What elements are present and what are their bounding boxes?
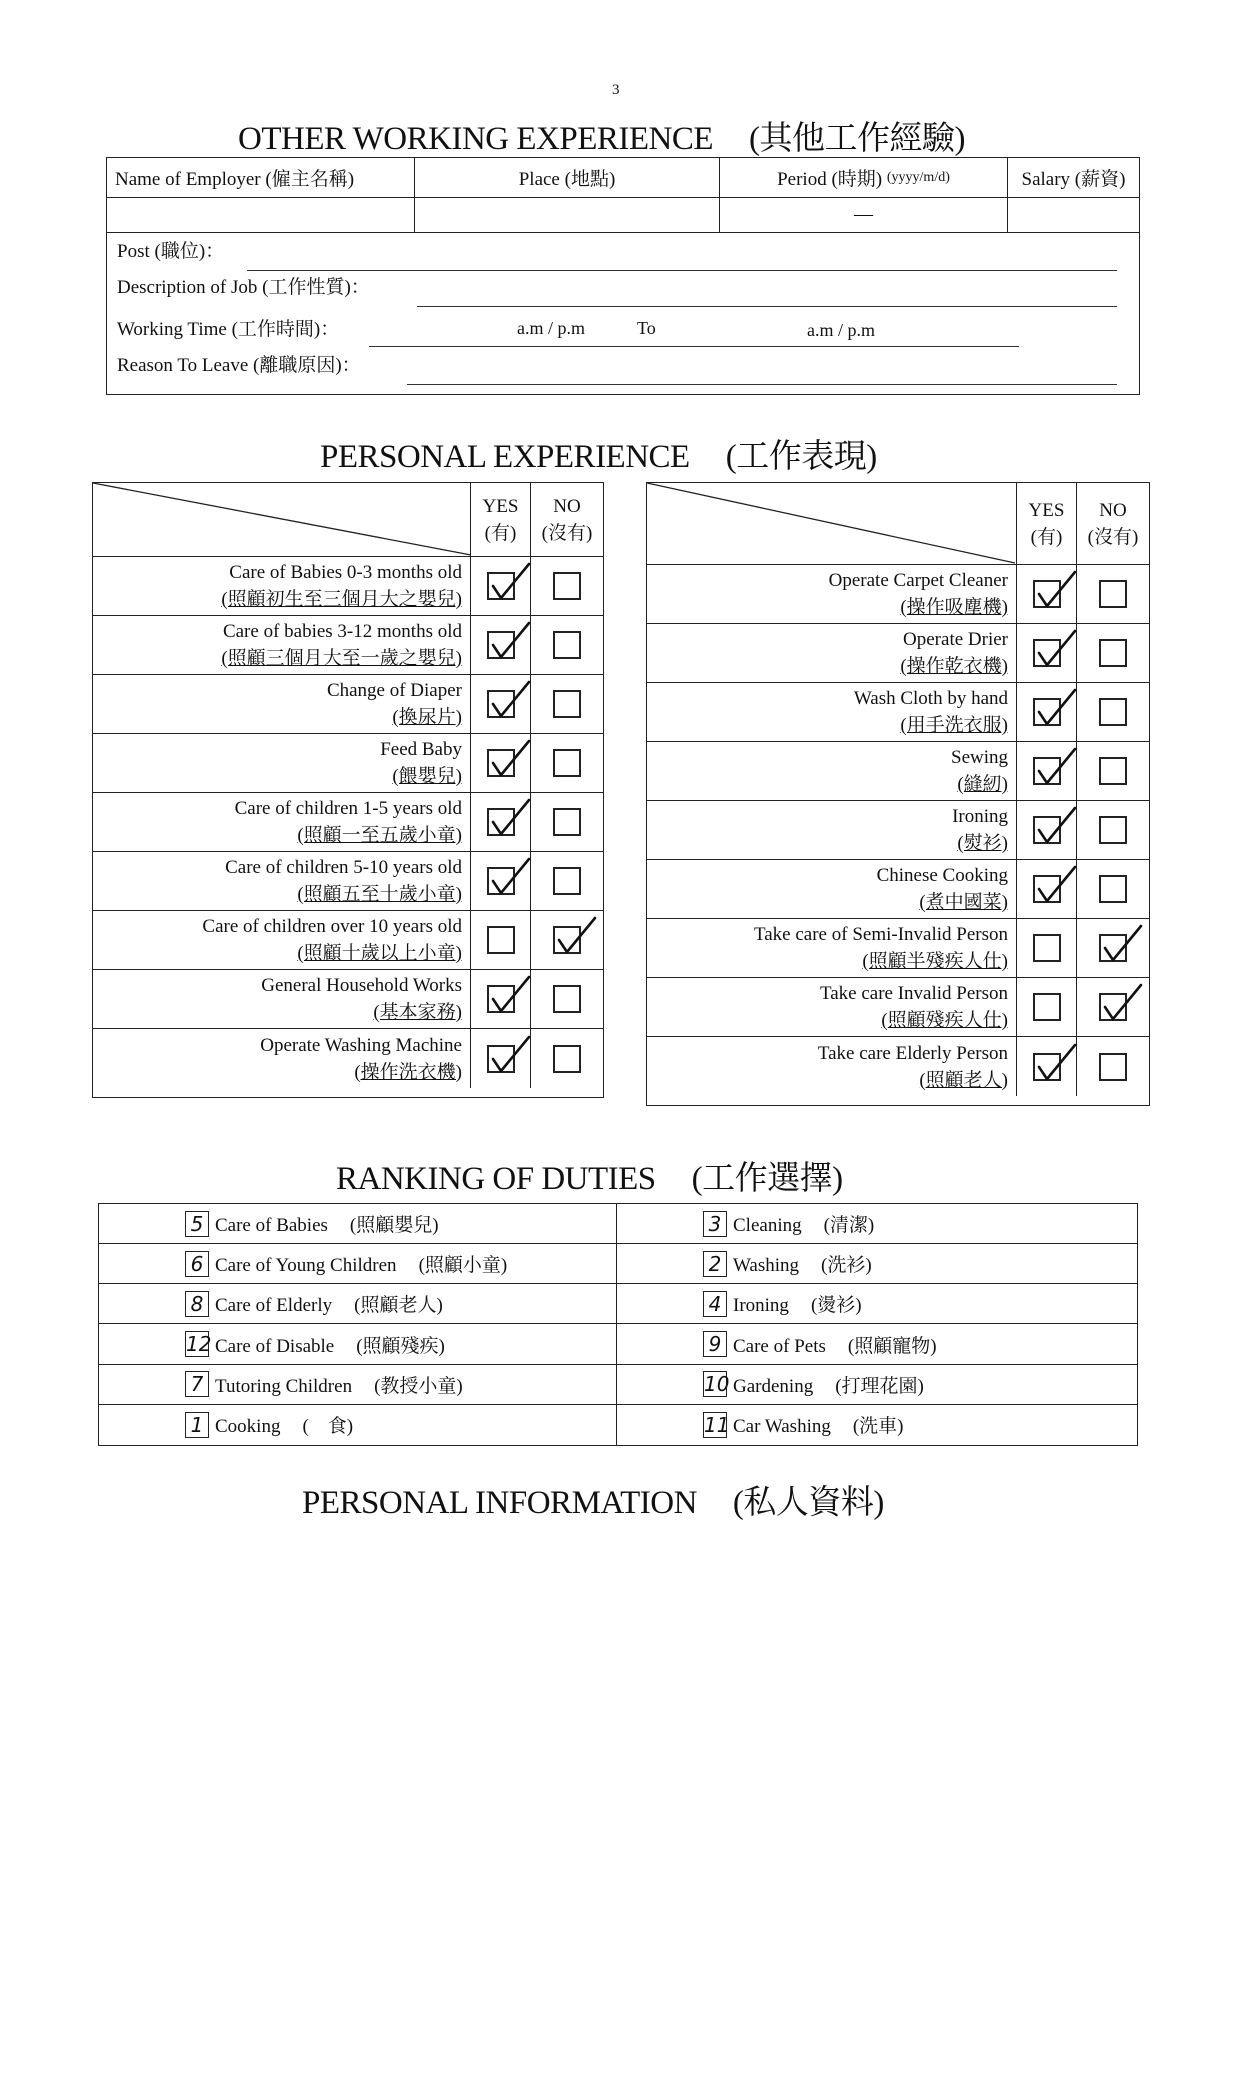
experience-label-zh: (照顧老人)	[919, 1069, 1008, 1091]
no-label: NO	[553, 495, 581, 517]
ranking-row	[617, 1405, 1137, 1445]
no-cell	[531, 793, 603, 851]
personal-information-heading	[302, 1476, 884, 1523]
no-checkbox[interactable]	[1099, 993, 1127, 1021]
other-working-experience-table	[106, 157, 1140, 395]
yes-cell	[1017, 860, 1077, 918]
experience-row	[93, 557, 603, 616]
duty-label	[733, 1290, 862, 1317]
check-mark-icon	[1033, 745, 1079, 789]
no-label-zh: (沒有)	[541, 522, 593, 544]
ampm-end: a.m / p.m	[807, 320, 875, 340]
no-checkbox[interactable]	[1099, 1053, 1127, 1081]
heading-text-zh: (私人資料)	[732, 1485, 884, 1521]
check-mark-icon	[1033, 627, 1079, 671]
heading-text-en: PERSONAL INFORMATION	[302, 1485, 697, 1521]
duty-label-zh: (照顧小童)	[418, 1255, 508, 1277]
experience-row	[647, 860, 1149, 919]
yes-checkbox[interactable]	[487, 690, 515, 718]
experience-label-zh: (操作洗衣機)	[354, 1061, 462, 1083]
rank-number-box[interactable]: 8	[185, 1291, 209, 1317]
rank-number-box[interactable]: 2	[703, 1251, 727, 1277]
yes-checkbox[interactable]	[1033, 816, 1061, 844]
no-cell	[1077, 565, 1149, 623]
salary-column-header: Salary (薪資)	[1021, 169, 1126, 190]
experience-label-en: Sewing	[951, 747, 1008, 768]
experience-row	[93, 970, 603, 1029]
rank-number-box[interactable]: 11	[704, 1412, 730, 1437]
ranking-row	[99, 1365, 616, 1405]
no-cell	[531, 1029, 603, 1088]
no-checkbox[interactable]	[553, 749, 581, 777]
experience-label-zh: (基本家務)	[373, 1002, 462, 1023]
yes-checkbox[interactable]	[1033, 934, 1061, 962]
no-column-header	[1077, 483, 1149, 564]
ranking-row	[99, 1324, 616, 1364]
duty-label-en: Care of Elderly	[215, 1295, 333, 1317]
yes-cell	[1017, 1037, 1077, 1096]
experience-label-zh: (照顧初生至三個月大之嬰兒)	[221, 589, 462, 610]
experience-row	[647, 683, 1149, 742]
experience-label	[647, 978, 1017, 1036]
no-cell	[531, 852, 603, 910]
ranking-row	[617, 1365, 1137, 1405]
period-format: (yyyy/m/d)	[886, 169, 950, 185]
experience-label-zh: (照顧十歲以上小童)	[297, 943, 462, 964]
rank-number-box[interactable]: 1	[185, 1412, 209, 1438]
ranking-row	[617, 1244, 1137, 1284]
duty-label-zh: (照顧嬰兒)	[349, 1215, 439, 1237]
duty-label-zh: (照顧老人)	[354, 1295, 443, 1317]
duty-label-zh: (照顧殘疾)	[356, 1335, 445, 1357]
experience-row	[93, 911, 603, 970]
yes-column-header	[1017, 483, 1077, 564]
yes-label: YES	[482, 495, 519, 517]
no-checkbox[interactable]	[553, 808, 581, 836]
ranking-row	[99, 1244, 616, 1284]
experience-label	[647, 860, 1017, 918]
duty-label	[215, 1331, 445, 1358]
experience-label-zh: (照顧殘疾人仕)	[881, 1010, 1008, 1031]
duty-label-en: Cleaning	[733, 1215, 802, 1237]
yes-checkbox[interactable]	[1033, 580, 1061, 608]
duty-label-zh: (清潔)	[823, 1215, 875, 1237]
check-mark-icon	[1033, 804, 1079, 848]
ranking-row	[99, 1204, 616, 1244]
reason-label: Reason To Leave (離職原因)：	[117, 355, 361, 376]
place-column-header: Place (地點)	[415, 158, 720, 197]
check-mark-icon	[1099, 981, 1145, 1025]
no-checkbox[interactable]	[553, 867, 581, 895]
heading-text-en: RANKING OF DUTIES	[336, 1161, 656, 1197]
no-cell	[1077, 801, 1149, 859]
experience-label-en: Care of children 5-10 years old	[225, 857, 462, 878]
experience-row	[93, 1029, 603, 1088]
experience-label	[93, 675, 471, 733]
experience-label-en: Chinese Cooking	[876, 865, 1008, 886]
experience-label	[93, 970, 471, 1028]
check-mark-icon	[487, 855, 533, 899]
place-field[interactable]	[415, 198, 720, 232]
duty-label-en: Ironing	[733, 1295, 789, 1317]
experience-label-zh: (縫紉)	[957, 774, 1008, 795]
heading-text-zh: (工作選擇)	[691, 1161, 843, 1197]
duty-label-en: Cooking	[215, 1416, 281, 1438]
experience-label-en: Care of children over 10 years old	[202, 916, 462, 937]
experience-label-zh: (照顧三個月大至一歲之嬰兒)	[221, 648, 462, 669]
rank-number-box[interactable]: 4	[703, 1291, 727, 1317]
experience-row	[647, 624, 1149, 683]
experience-label-zh: (餵嬰兒)	[392, 766, 462, 787]
ranking-row	[99, 1284, 616, 1324]
experience-label	[93, 557, 471, 615]
experience-label-zh: (操作乾衣機)	[900, 656, 1008, 677]
check-mark-icon	[487, 737, 533, 781]
experience-label	[93, 734, 471, 792]
experience-label-en: Operate Washing Machine	[260, 1034, 462, 1056]
experience-label	[647, 919, 1017, 977]
experience-row	[93, 675, 603, 734]
no-checkbox[interactable]	[1099, 934, 1127, 962]
ranking-row	[99, 1405, 616, 1445]
yes-checkbox[interactable]	[487, 926, 515, 954]
experience-label	[647, 565, 1017, 623]
heading-text-zh: (工作表現)	[725, 439, 877, 475]
experience-label-en: Change of Diaper	[326, 680, 462, 701]
yes-cell	[1017, 565, 1077, 623]
check-mark-icon	[1099, 922, 1145, 966]
duty-label	[733, 1210, 874, 1237]
no-column-header	[531, 483, 603, 556]
no-checkbox[interactable]	[1099, 698, 1127, 726]
experience-label-en: Take care Invalid Person	[819, 983, 1008, 1004]
duty-label-en: Care of Pets	[733, 1335, 826, 1357]
ranking-row	[617, 1324, 1137, 1364]
duty-label-en: Care of Disable	[215, 1335, 335, 1357]
duty-label-zh: ( 食)	[302, 1416, 354, 1438]
ranking-of-duties-heading	[336, 1152, 843, 1199]
yes-cell	[471, 793, 531, 851]
post-field[interactable]	[247, 270, 1117, 271]
ranking-row	[617, 1284, 1137, 1324]
experience-label-en: Care of Babies 0-3 months old	[229, 562, 462, 583]
duty-label-zh: (照顧寵物)	[847, 1335, 937, 1357]
ranking-row	[617, 1204, 1137, 1244]
duty-label-en: Care of Young Children	[215, 1255, 397, 1277]
no-cell	[531, 734, 603, 792]
experience-label	[93, 793, 471, 851]
rank-number-box[interactable]: 3	[703, 1211, 727, 1237]
yes-cell	[471, 616, 531, 674]
experience-row	[647, 565, 1149, 624]
working-time-label: Working Time (工作時間)：	[117, 319, 340, 340]
duty-label-zh: (打理花園)	[835, 1375, 924, 1397]
yes-cell	[471, 734, 531, 792]
yes-cell	[471, 911, 531, 969]
yes-column-header	[471, 483, 531, 556]
experience-row	[93, 734, 603, 793]
no-checkbox[interactable]	[1099, 580, 1127, 608]
yes-checkbox[interactable]	[1033, 1053, 1061, 1081]
experience-label	[93, 852, 471, 910]
experience-label-en: Care of babies 3-12 months old	[222, 621, 462, 642]
experience-label-en: Care of children 1-5 years old	[234, 798, 462, 819]
description-label: Description of Job (工作性質)：	[117, 277, 370, 298]
check-mark-icon	[487, 1033, 533, 1077]
duty-label	[733, 1250, 872, 1277]
yes-checkbox[interactable]	[1033, 698, 1061, 726]
heading-text-zh: (其他工作經驗)	[749, 121, 966, 157]
no-cell	[1077, 683, 1149, 741]
experience-label	[647, 801, 1017, 859]
experience-label	[93, 616, 471, 674]
no-cell	[531, 911, 603, 969]
experience-label-en: Operate Carpet Cleaner	[828, 570, 1008, 591]
duty-label	[733, 1371, 924, 1398]
no-cell	[531, 675, 603, 733]
yes-cell	[471, 557, 531, 615]
duty-label-en: Tutoring Children	[215, 1375, 353, 1397]
no-checkbox[interactable]	[553, 926, 581, 954]
duty-label-en: Car Washing	[733, 1416, 831, 1438]
yes-cell	[1017, 742, 1077, 800]
experience-label-en: Feed Baby	[380, 739, 462, 760]
duty-label	[215, 1371, 463, 1398]
experience-label	[647, 742, 1017, 800]
no-cell	[1077, 624, 1149, 682]
yes-cell	[471, 970, 531, 1028]
other-working-experience-heading	[238, 112, 965, 159]
experience-row	[647, 801, 1149, 860]
no-checkbox[interactable]	[553, 631, 581, 659]
experience-label-en: General Household Works	[261, 975, 462, 996]
ranking-right-column	[617, 1204, 1137, 1445]
period-column-header	[720, 158, 1008, 197]
table-header-row	[107, 158, 1139, 198]
experience-row	[647, 1037, 1149, 1096]
duty-label-en: Gardening	[733, 1375, 814, 1397]
check-mark-icon	[1033, 686, 1079, 730]
duty-label-en: Care of Babies	[215, 1215, 328, 1237]
yes-checkbox[interactable]	[487, 808, 515, 836]
working-time-field[interactable]	[369, 346, 1019, 347]
yes-checkbox[interactable]	[487, 867, 515, 895]
experience-label-zh: (換尿片)	[392, 707, 462, 728]
to-label: To	[637, 318, 656, 338]
duty-label-en: Washing	[733, 1255, 800, 1277]
employer-column-header: Name of Employer (僱主名稱)	[107, 158, 415, 197]
yes-checkbox[interactable]	[1033, 875, 1061, 903]
salary-field[interactable]	[1008, 198, 1139, 232]
ranking-of-duties-table	[98, 1203, 1138, 1446]
ranking-left-column	[99, 1204, 617, 1445]
rank-number-box[interactable]: 7	[185, 1371, 209, 1397]
no-cell	[1077, 1037, 1149, 1096]
header-diagonal	[93, 483, 473, 557]
experience-label-en: Ironing	[952, 806, 1008, 827]
employer-field[interactable]	[107, 198, 415, 232]
experience-row	[93, 852, 603, 911]
duty-label	[215, 1290, 443, 1317]
yes-cell	[471, 675, 531, 733]
page-number: 3	[612, 82, 620, 98]
no-checkbox[interactable]	[553, 1045, 581, 1073]
no-label: NO	[1099, 499, 1127, 521]
no-cell	[531, 616, 603, 674]
yes-cell	[471, 1029, 531, 1088]
experience-row	[647, 919, 1149, 978]
no-checkbox[interactable]	[553, 985, 581, 1013]
yes-checkbox[interactable]	[487, 631, 515, 659]
experience-row	[93, 616, 603, 675]
duty-label	[215, 1250, 507, 1277]
yes-checkbox[interactable]	[487, 985, 515, 1013]
period-label: Period (時期)	[777, 169, 883, 190]
yes-cell	[1017, 919, 1077, 977]
check-mark-icon	[487, 973, 533, 1017]
yes-cell	[1017, 683, 1077, 741]
yes-label-zh: (有)	[1030, 526, 1063, 548]
no-checkbox[interactable]	[1099, 875, 1127, 903]
heading-text-en: PERSONAL EXPERIENCE	[320, 439, 690, 475]
duty-label-zh: (洗衫)	[821, 1255, 872, 1277]
experience-label	[93, 911, 471, 969]
experience-label-zh: (照顧五至十歲小童)	[297, 884, 462, 905]
personal-experience-left-table	[92, 482, 604, 1098]
experience-label-en: Operate Drier	[903, 629, 1008, 650]
yes-cell	[471, 852, 531, 910]
check-mark-icon	[553, 914, 599, 958]
yes-checkbox[interactable]	[487, 1045, 515, 1073]
rank-number-box[interactable]: 12	[186, 1332, 212, 1357]
period-field[interactable]: —	[720, 198, 1008, 232]
check-mark-icon	[1033, 568, 1079, 612]
header-diagonal	[647, 483, 1017, 565]
personal-experience-right-table	[646, 482, 1150, 1106]
yes-cell	[1017, 624, 1077, 682]
no-cell	[1077, 860, 1149, 918]
experience-label	[93, 1029, 471, 1088]
rank-number-box[interactable]: 5	[185, 1211, 209, 1237]
duty-label	[733, 1411, 904, 1438]
check-mark-icon	[1033, 863, 1079, 907]
no-cell	[1077, 742, 1149, 800]
no-cell	[531, 970, 603, 1028]
duty-label-zh: (洗車)	[852, 1416, 904, 1438]
experience-label-zh: (操作吸塵機)	[900, 597, 1008, 618]
yes-cell	[1017, 978, 1077, 1036]
check-mark-icon	[487, 619, 533, 663]
no-label-zh: (沒有)	[1087, 526, 1139, 548]
experience-label-en: Take care of Semi-Invalid Person	[753, 924, 1008, 945]
duty-label-zh: (教授小童)	[374, 1375, 463, 1397]
experience-label-zh: (用手洗衣服)	[900, 715, 1008, 736]
duty-label	[733, 1331, 937, 1358]
no-cell	[531, 557, 603, 615]
experience-row	[93, 793, 603, 852]
check-mark-icon	[1033, 1041, 1079, 1085]
duty-label	[215, 1210, 439, 1237]
heading-text-en: OTHER WORKING EXPERIENCE	[238, 121, 714, 157]
yes-label: YES	[1028, 499, 1065, 521]
check-mark-icon	[487, 678, 533, 722]
experience-label	[647, 1037, 1017, 1096]
experience-label	[647, 624, 1017, 682]
rank-number-box[interactable]: 6	[185, 1251, 209, 1277]
yes-cell	[1017, 801, 1077, 859]
yes-checkbox[interactable]	[487, 572, 515, 600]
experience-label-zh: (照顧半殘疾人仕)	[862, 951, 1008, 972]
no-checkbox[interactable]	[1099, 816, 1127, 844]
experience-label	[647, 683, 1017, 741]
duty-label	[215, 1411, 353, 1438]
check-mark-icon	[487, 560, 533, 604]
description-field[interactable]	[417, 306, 1117, 307]
duty-label-zh: (燙衫)	[810, 1295, 862, 1317]
post-label: Post (職位)：	[117, 241, 225, 262]
no-cell	[1077, 978, 1149, 1036]
check-mark-icon	[487, 796, 533, 840]
no-checkbox[interactable]	[1099, 639, 1127, 667]
no-cell	[1077, 919, 1149, 977]
ampm-start: a.m / p.m	[517, 318, 585, 338]
experience-label-en: Wash Cloth by hand	[853, 688, 1008, 709]
experience-label-zh: (煮中國菜)	[919, 892, 1008, 913]
reason-field[interactable]	[407, 384, 1117, 385]
yes-checkbox[interactable]	[1033, 639, 1061, 667]
no-checkbox[interactable]	[1099, 757, 1127, 785]
yes-checkbox[interactable]	[1033, 993, 1061, 1021]
experience-row	[647, 978, 1149, 1037]
no-checkbox[interactable]	[553, 572, 581, 600]
no-checkbox[interactable]	[553, 690, 581, 718]
experience-label-zh: (熨衫)	[957, 833, 1008, 854]
employer-entry-row[interactable]	[107, 198, 1139, 233]
experience-row	[647, 742, 1149, 801]
personal-experience-heading	[320, 430, 877, 477]
rank-number-box[interactable]: 9	[703, 1331, 727, 1357]
rank-number-box[interactable]: 10	[704, 1372, 730, 1397]
yes-checkbox[interactable]	[1033, 757, 1061, 785]
yes-label-zh: (有)	[484, 522, 517, 544]
experience-label-zh: (照顧一至五歲小童)	[297, 825, 462, 846]
experience-label-en: Take care Elderly Person	[817, 1042, 1008, 1064]
yes-checkbox[interactable]	[487, 749, 515, 777]
